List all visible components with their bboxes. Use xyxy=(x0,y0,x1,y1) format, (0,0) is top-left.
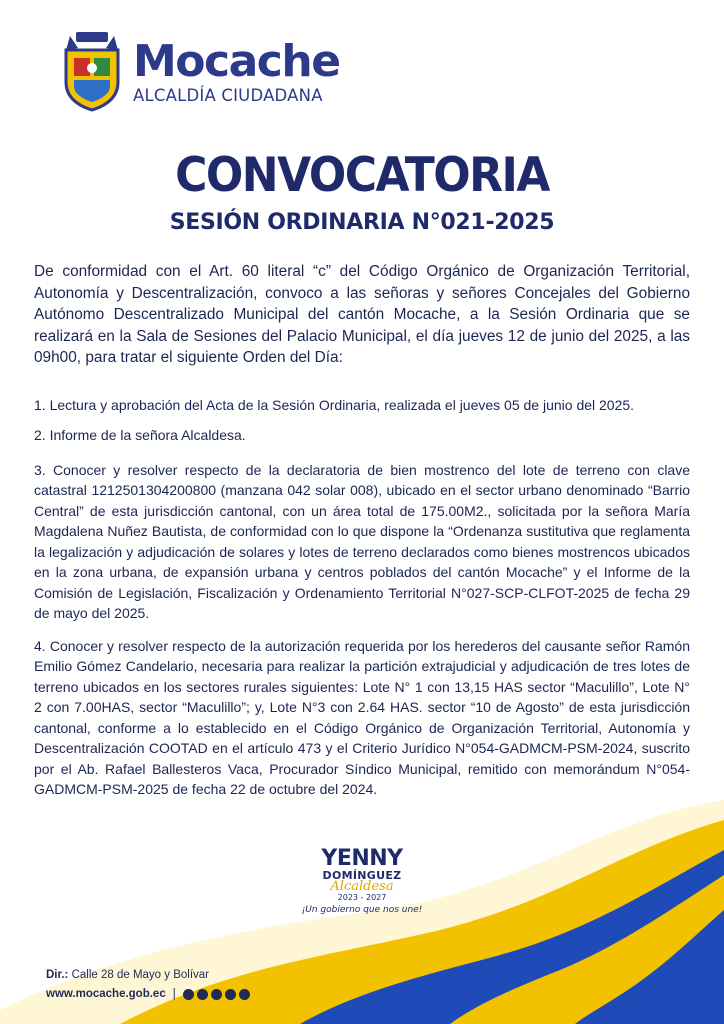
youtube-icon[interactable] xyxy=(239,989,250,1000)
agenda-item-3: 3. Conocer y resolver respecto de la declaratoria de bien mostrenco del lote de terreno con clave catastral 1212501304200800 (manzana 042 solar 008), ubicado en el sector urbano denominado “Barrio Central” de esta jurisdicción cantonal, con un área total de 175.00M2., solicitada por la señora María Magdalena Nuñez Bautista, de conformidad con lo que dispone la “Ordenanza sustitutiva que reglamenta la legalización y adjudicación de solares y lotes de terreno declarados como bienes mostrencos ubicados en la zona urbana, de expansión urbana y centros poblados del cantón Mocache” y el Informe de la Comisión de Legislación, Fiscalización y Ordenamiento Territorial N°027-SCP-CLFOT-2025 de fecha 29 de mayo del 2025. xyxy=(34,461,690,621)
candidate-slogan: ¡Un gobierno que nos une! xyxy=(301,905,423,915)
agenda-item-2: 2. Informe de la señora Alcaldesa. xyxy=(34,427,246,443)
agenda-item-4: 4. Conocer y resolver respecto de la autorización requerida por los herederos del causante señor Ramón Emilio Gómez Candelario, necesaria para realizar la partición extrajudicial y adjudicación de tres lotes de terreno ubicados en los sectores rurales siguientes: Lote N° 1 con 13,15 HAS sector “Maculillo”, Lote N° 2 con 7.00HAS, sector “Maculillo”; y, Lote N°3 con 2.64 HAS. sector “10 de Agosto” de esta jurisdicción cantonal, conforme a lo establecido en el Código Orgánico de Organización Territorial, Autonomía y Descentralización COOTAD en el artículo 473 y el Criterio Jurídico N°054-GADMCM-PSM-2024, suscrito por el Ab. Rafael Ballesteros Vaca, Procurador Síndico Municipal, remitido con memorándum N°054-GADMCM-PSM-2025 de fecha 22 de octubre del 2024. xyxy=(34,637,690,797)
website-link[interactable]: www.mocache.gob.ec xyxy=(46,988,166,1000)
document-body xyxy=(34,261,690,800)
footer-separator: | xyxy=(172,988,176,1000)
brand-name: Mocache xyxy=(133,36,340,87)
twitter-icon[interactable] xyxy=(197,989,208,1000)
footer xyxy=(46,966,250,1004)
agenda-item-1: 1. Lectura y aprobación del Acta de la Sesión Ordinaria, realizada el jueves 05 de junio del 2025. xyxy=(34,396,635,413)
page-title: CONVOCATORIA xyxy=(175,147,549,204)
footer-web-row xyxy=(46,984,250,1004)
address-text: Calle 28 de Mayo y Bolívar xyxy=(71,969,210,981)
candidate-term: 2023 - 2027 xyxy=(337,893,387,902)
candidate-role: Alcaldesa xyxy=(330,879,394,894)
footer-address xyxy=(46,966,250,984)
intro-paragraph: De conformidad con el Art. 60 literal “c” del Código Orgánico de Organización Territorial, Autonomía y Descentralización, convoco a las señoras y señores Concejales del Gobierno Autónomo Descentralizado Municipal del cantón Mocache, a la Sesión Ordinaria que se realizará en la Sala de Sesiones del Palacio Municipal, el día jueves 12 de junio del 2025, a las 09h00, para tratar el siguiente Orden del Día: xyxy=(34,263,690,366)
brand-block xyxy=(133,38,340,105)
facebook-icon[interactable] xyxy=(183,989,194,1000)
session-subtitle: SESIÓN ORDINARIA N°021-2025 xyxy=(169,210,555,235)
brand-subtitle: ALCALDÍA CIUDADANA xyxy=(133,86,323,105)
address-label: Dir.: xyxy=(46,969,69,981)
instagram-icon[interactable] xyxy=(211,989,222,1000)
coat-of-arms-icon xyxy=(56,28,128,112)
candidate-first-name: YENNY xyxy=(321,846,403,871)
candidate-last-name: DOMÍNGUEZ xyxy=(322,869,402,882)
tiktok-icon[interactable] xyxy=(225,989,236,1000)
candidate-logo xyxy=(300,848,424,915)
